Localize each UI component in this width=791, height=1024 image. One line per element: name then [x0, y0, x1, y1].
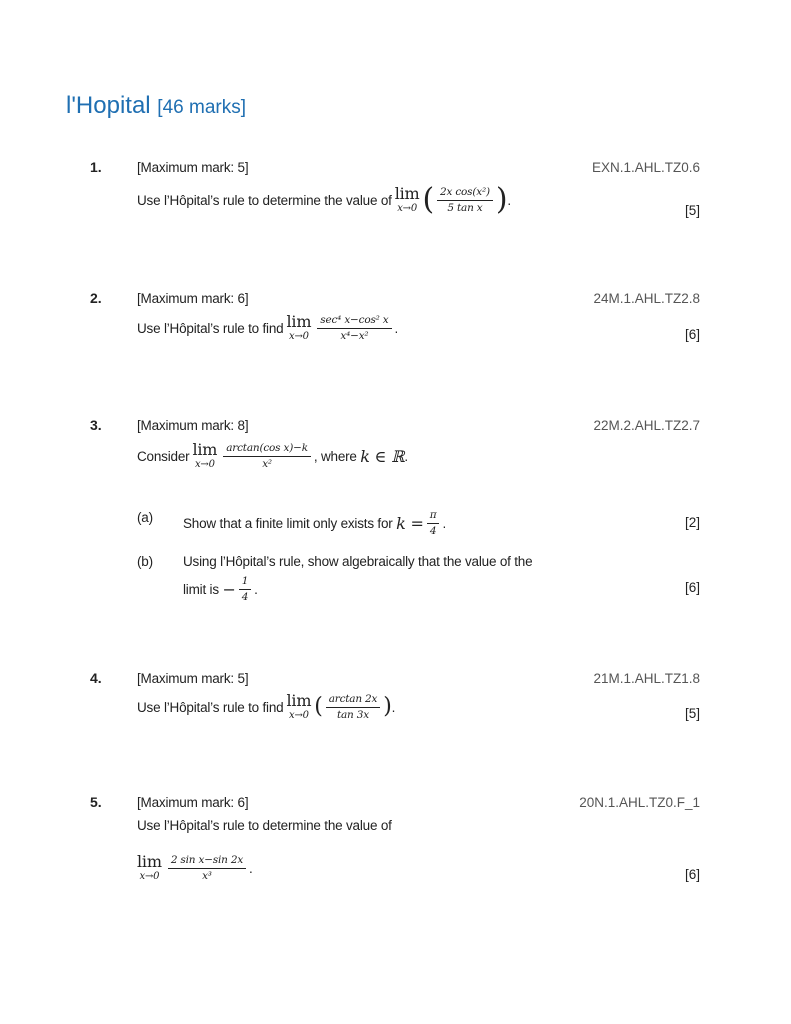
part-math: −: [222, 579, 236, 599]
page-title: [66, 92, 246, 120]
max-mark: [Maximum mark: 5]: [137, 671, 249, 686]
question-number: 5.: [90, 794, 102, 810]
question-marks: [5]: [684, 706, 700, 721]
fraction-numerator: 2x cos(x²): [437, 186, 493, 200]
part-math: k =: [396, 513, 424, 533]
question-body: [137, 436, 408, 476]
fraction-numerator: arctan(cos x)−k: [223, 442, 311, 456]
part-text-2: limit is: [183, 581, 219, 597]
question-text: Consider: [137, 448, 190, 464]
set-condition: k ∈ ℝ: [360, 446, 405, 466]
fraction-denominator: x²: [262, 457, 272, 470]
question-text-after: , where: [313, 448, 357, 464]
limit-operator: lim x→0: [286, 691, 312, 721]
question-number: 1.: [90, 159, 102, 175]
question-text: Use l’Hôpital’s rule to find: [137, 320, 284, 336]
fraction-denominator: 4: [241, 590, 249, 603]
question-punct: .: [404, 448, 408, 464]
limit-operator: lim x→0: [192, 440, 218, 470]
part-fraction: [427, 509, 440, 536]
question-code: 24M.1.AHL.TZ2.8: [593, 291, 700, 306]
part-marks: [6]: [684, 580, 700, 595]
part-punct: .: [254, 581, 258, 597]
fraction-numerator: 1: [239, 575, 251, 589]
question-punct: .: [394, 320, 399, 336]
limit-fraction: [326, 693, 381, 720]
part-marks: [2]: [684, 515, 700, 530]
fraction-denominator: 5 tan x: [447, 201, 483, 214]
max-mark: [Maximum mark: 6]: [137, 291, 249, 306]
limit-fraction: [223, 442, 311, 469]
fraction-denominator: 4: [429, 524, 437, 537]
question-marks: [6]: [684, 867, 700, 882]
max-mark: [Maximum mark: 6]: [137, 795, 249, 810]
question-punct: .: [249, 860, 253, 876]
question-text: Use l’Hôpital’s rule to determine the value of: [137, 818, 392, 833]
part-text: Using l’Hôpital’s rule, show algebraically that the value of the: [183, 554, 533, 569]
fraction-denominator: x⁴−x²: [340, 329, 369, 342]
max-mark: [Maximum mark: 5]: [137, 160, 249, 175]
part-text: Show that a finite limit only exists for: [183, 515, 393, 531]
question-number: 2.: [90, 290, 102, 306]
question-number: 3.: [90, 417, 102, 433]
limit-operator: lim x→0: [286, 312, 312, 342]
question-number: 4.: [90, 670, 102, 686]
limit-subscript: x→0: [289, 710, 309, 721]
question-body: Use l’Hôpital’s rule to determine the value of lim x→0 ( $\frac{\text{2x cos(x²)}}{\text{5 tan x}}$ ) .: [137, 182, 511, 217]
question-body: Use l’Hôpital’s rule to find lim x→0 ( $\frac{\arctan 2x}{\tan 3x}$ ) .: [137, 691, 396, 721]
fraction-numerator: arctan 2x: [326, 693, 381, 707]
question-text: Use l’Hôpital’s rule to find: [137, 699, 284, 715]
question-code: 21M.1.AHL.TZ1.8: [593, 671, 700, 686]
part-punct: .: [442, 515, 447, 531]
part-label: (b): [137, 554, 153, 569]
limit-subscript: x→0: [289, 331, 309, 342]
part-body: [183, 574, 258, 604]
part-body: [183, 508, 446, 538]
question-marks: [6]: [684, 327, 700, 342]
question-marks: [5]: [684, 203, 700, 218]
fraction-denominator: tan 3x: [336, 708, 369, 721]
question-code: 22M.2.AHL.TZ2.7: [593, 418, 700, 433]
limit-subscript: x→0: [194, 459, 215, 470]
fraction-numerator: sec⁴ x−cos² x: [317, 314, 391, 328]
limit-subscript: x→0: [139, 871, 160, 882]
question-code: EXN.1.AHL.TZ0.6: [591, 160, 700, 175]
title-marks: [46 marks]: [157, 97, 246, 118]
limit-fraction: [317, 314, 391, 341]
limit-subscript: x→0: [397, 203, 417, 214]
limit-operator: lim x→0: [394, 184, 420, 214]
part-fraction: [239, 575, 251, 602]
part-label: (a): [137, 510, 153, 525]
limit-fraction: [168, 854, 246, 881]
fraction-numerator: π: [427, 509, 440, 523]
question-code: 20N.1.AHL.TZ0.F_1: [579, 795, 700, 810]
question-body: [134, 848, 253, 888]
question-text: Use l’Hôpital’s rule to determine the value of: [137, 192, 392, 208]
limit-fraction: [437, 186, 493, 213]
limit-operator: lim x→0: [137, 852, 162, 882]
question-punct: .: [391, 699, 396, 715]
question-body: [137, 310, 398, 346]
fraction-numerator: 2 sin x−sin 2x: [168, 854, 246, 868]
max-mark: [Maximum mark: 8]: [137, 418, 249, 433]
title-text: l'Hopital: [66, 92, 151, 119]
question-punct: .: [507, 192, 511, 208]
fraction-denominator: x³: [202, 869, 212, 882]
